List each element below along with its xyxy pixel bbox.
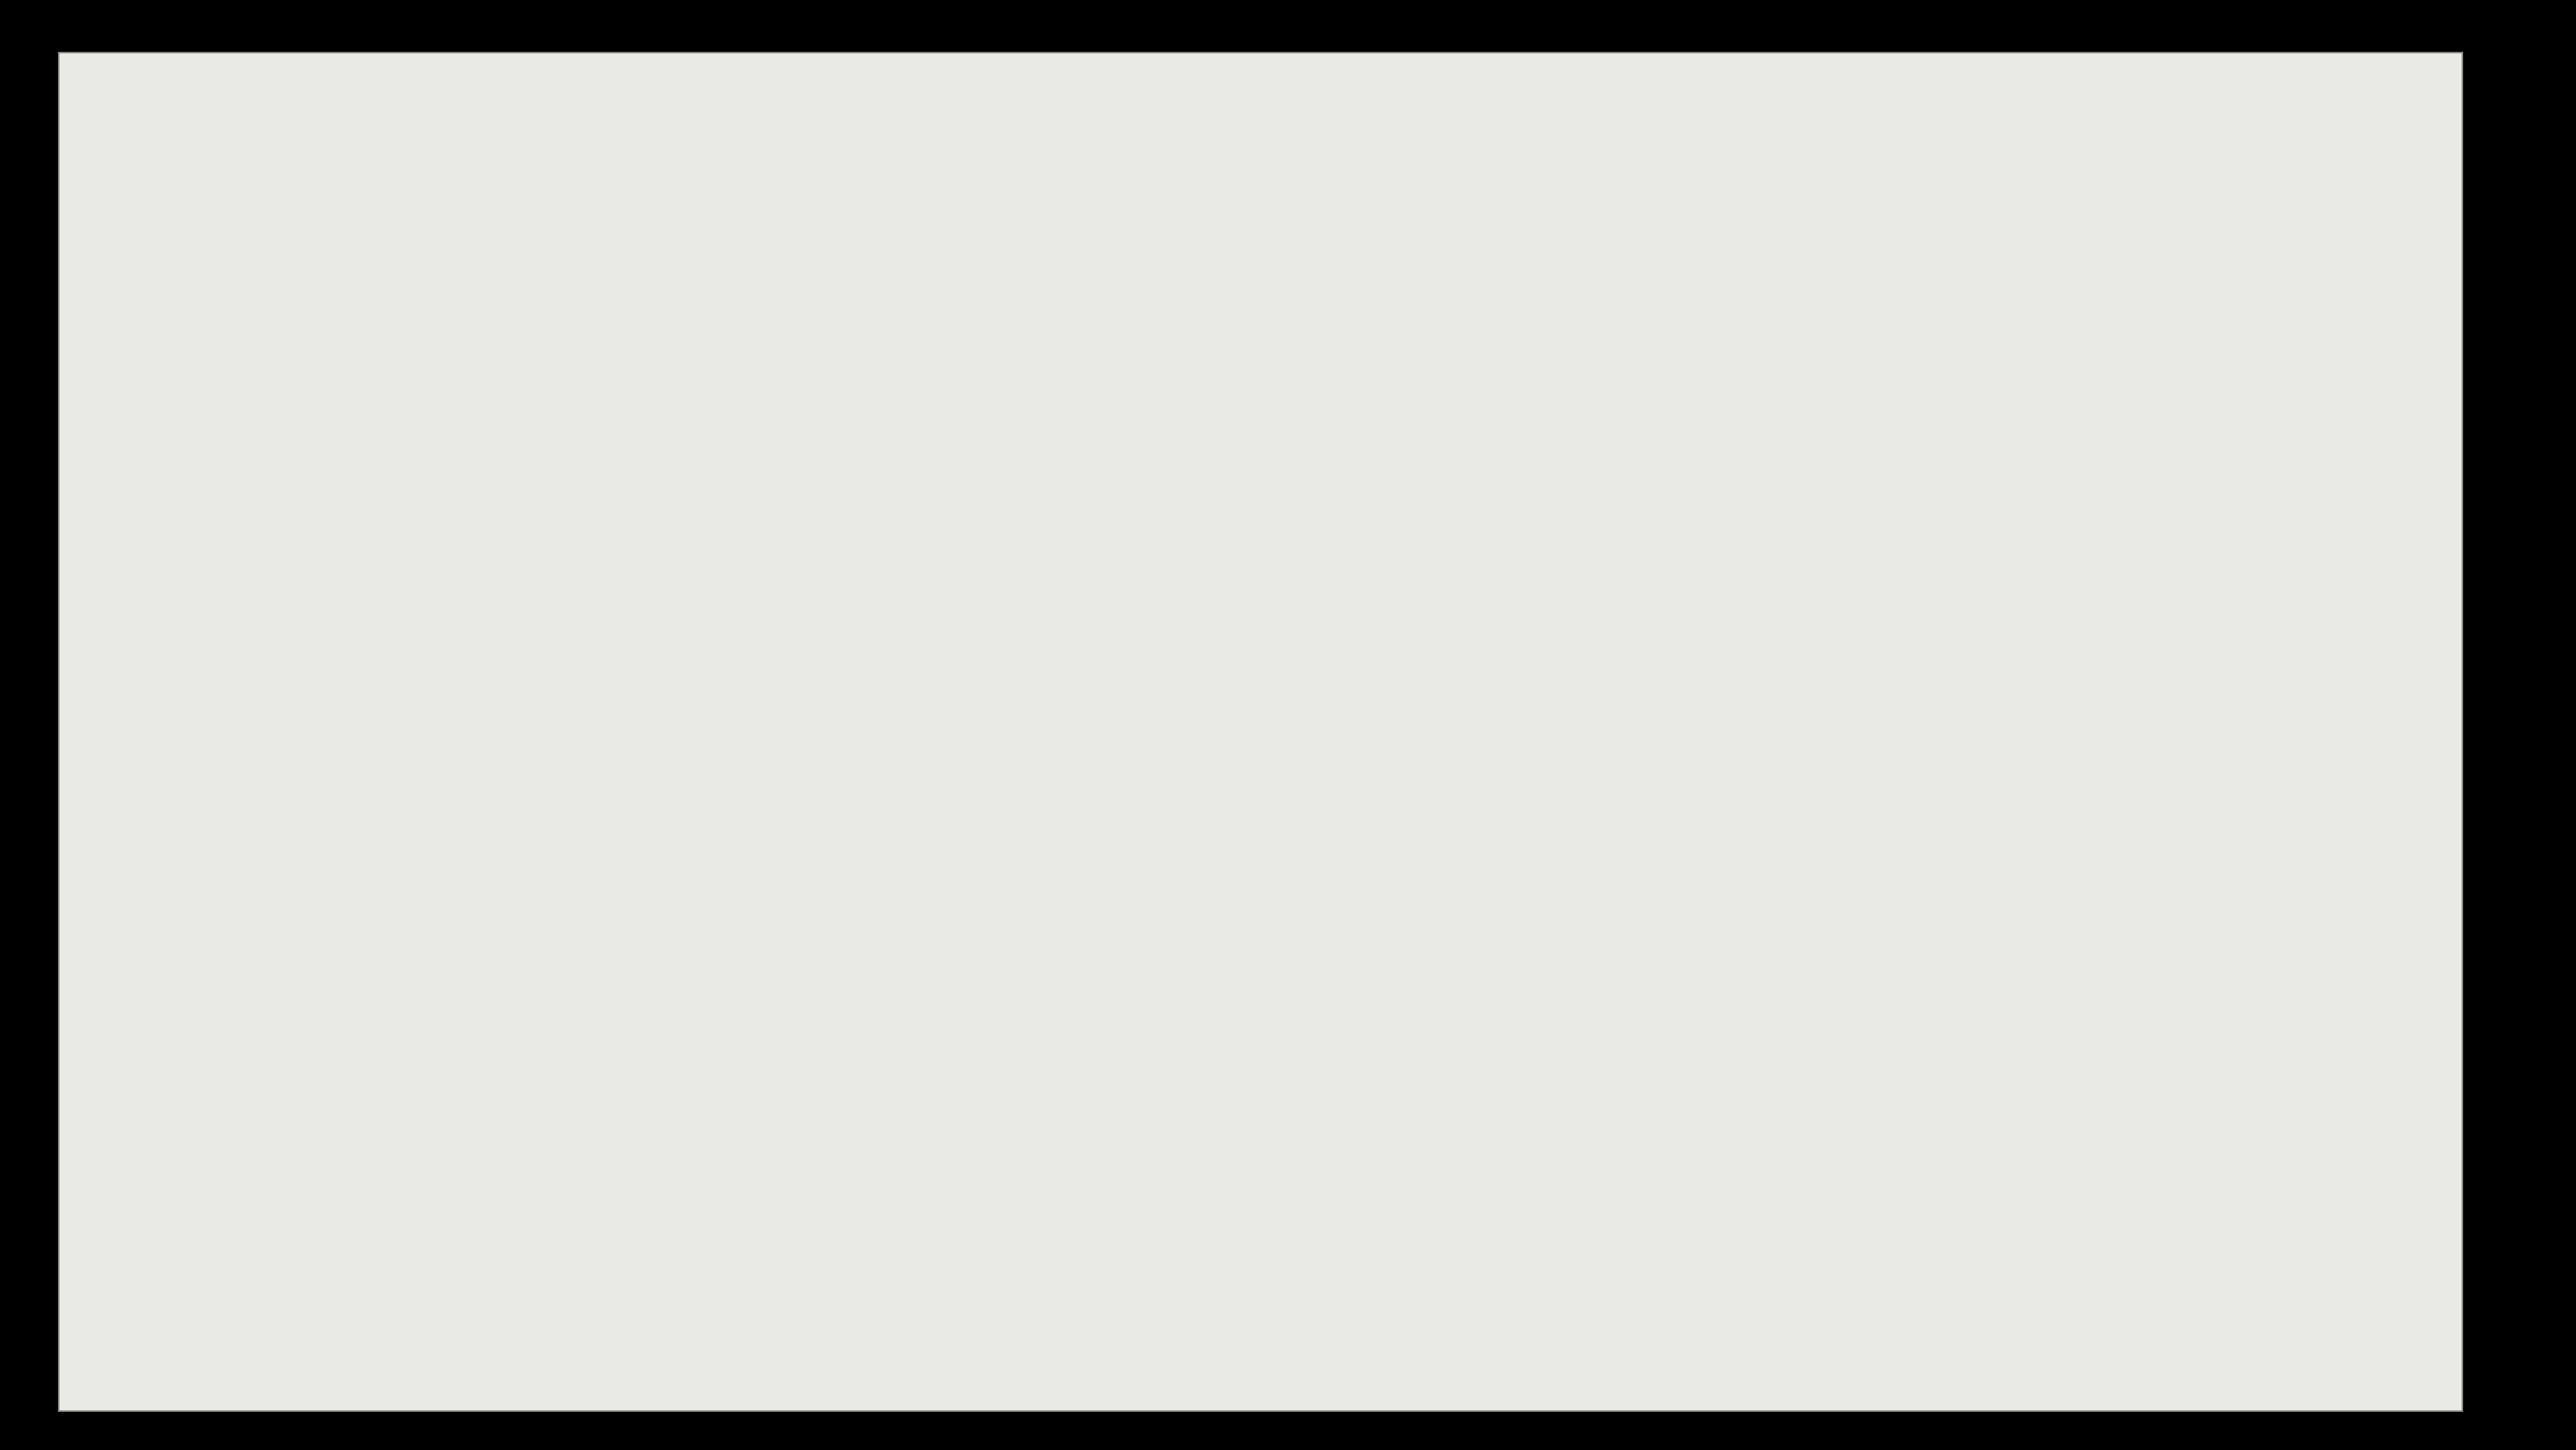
census-card-sheet	[59, 53, 2462, 1410]
form-grid-lines	[59, 53, 2462, 1410]
